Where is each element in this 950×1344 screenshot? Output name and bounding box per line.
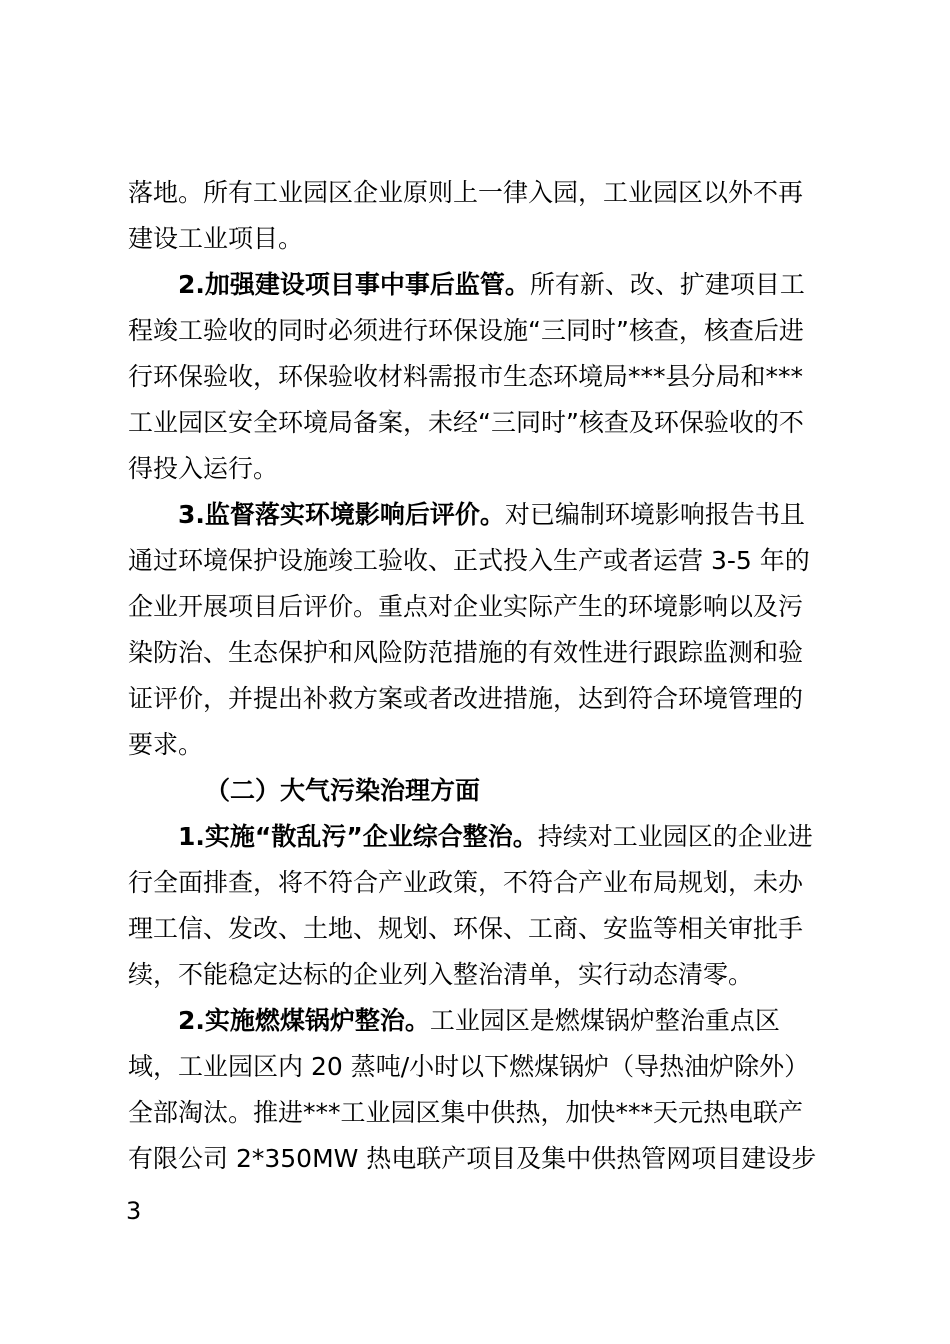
body-line [128, 362, 803, 392]
subsection-line [178, 500, 805, 530]
line-text: 落地。所有工业园区企业原则上一律入园，工业园区以外不再 [128, 178, 804, 207]
line-text: 有限公司 2*350MW 热电联产项目及集中供热管网项目建设步 [128, 1144, 817, 1173]
line-text: 行环保验收，环保验收材料需报市生态环境局***县分局和*** [128, 362, 804, 391]
line-text: 得投入运行。 [128, 454, 279, 483]
body-line [128, 178, 803, 208]
line-text: 工业园区是燃煤锅炉整治重点区 [429, 1006, 780, 1035]
body-line [128, 316, 804, 346]
body-line [128, 868, 803, 898]
line-text: 行全面排查，将不符合产业政策，不符合产业布局规划，未办 [128, 868, 804, 897]
section-heading [205, 776, 480, 806]
line-text: 建设工业项目。 [128, 224, 304, 253]
line-text: 域，工业园区内 20 蒸吨/小时以下燃煤锅炉（导热油炉除外） [128, 1052, 810, 1081]
subsection-heading: 2.实施燃煤锅炉整治。 [178, 1006, 430, 1035]
line-text: 通过环境保护设施竣工验收、正式投入生产或者运营 3-5 年的 [128, 546, 810, 575]
page-number: 3 [126, 1197, 142, 1225]
subsection-heading: 1.实施“散乱污”企业综合整治。 [178, 822, 538, 851]
body-line [128, 1098, 803, 1128]
line-text: 理工信、发改、土地、规划、环保、工商、安监等相关审批手 [128, 914, 804, 943]
line-text: 所有新、改、扩建项目工 [529, 270, 805, 299]
body-line [128, 592, 803, 622]
body-line [128, 960, 753, 990]
body-line [128, 546, 810, 576]
subsection-line [178, 822, 813, 852]
subsection-heading: 3.监督落实环境影响后评价。 [178, 500, 505, 529]
body-line [128, 408, 804, 438]
line-text: 全部淘汰。推进***工业园区集中供热，加快***天元热电联产 [128, 1098, 804, 1127]
line-text: 染防治、生态保护和风险防范措施的有效性进行跟踪监测和验 [128, 638, 804, 667]
subsection-line [178, 1006, 780, 1036]
line-text: 程竣工验收的同时必须进行环保设施“三同时”核查，核查后进 [128, 316, 804, 345]
body-line [128, 730, 203, 760]
body-line [128, 454, 278, 484]
section-heading-text: （二）大气污染治理方面 [205, 776, 481, 805]
line-text: 要求。 [128, 730, 204, 759]
body-line [128, 914, 803, 944]
line-text: 持续对工业园区的企业进 [537, 822, 813, 851]
body-line [128, 1052, 809, 1082]
body-line [128, 1144, 816, 1174]
body-line [128, 684, 803, 714]
line-text: 企业开展项目后评价。重点对企业实际产生的环境影响以及污 [128, 592, 804, 621]
body-line [128, 224, 303, 254]
line-text: 续，不能稳定达标的企业列入整治清单，实行动态清零。 [128, 960, 754, 989]
line-text: 工业园区安全环境局备案，未经“三同时”核查及环保验收的不 [128, 408, 804, 437]
subsection-heading: 2.加强建设项目事中事后监管。 [178, 270, 530, 299]
line-text: 证评价，并提出补救方案或者改进措施，达到符合环境管理的 [128, 684, 804, 713]
line-text: 对已编制环境影响报告书且 [504, 500, 805, 529]
subsection-line [178, 270, 805, 300]
body-line [128, 638, 803, 668]
